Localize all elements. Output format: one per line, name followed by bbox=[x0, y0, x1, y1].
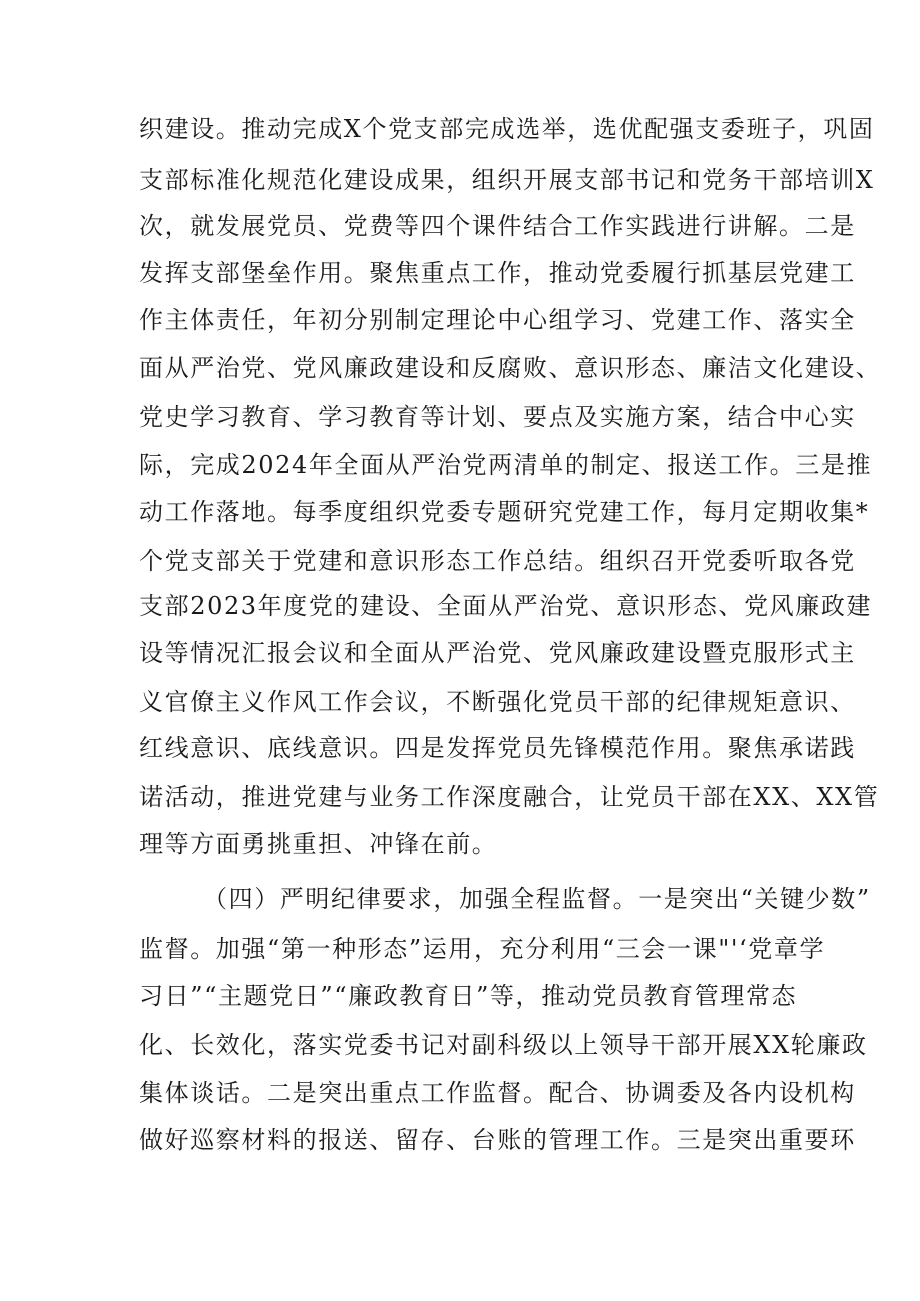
text-line: 面从严治党、党风廉政建设和反腐败、意识形态、廉洁文化建设、 bbox=[139, 354, 882, 382]
text-line: 支部标准化规范化建设成果，组织开展支部书记和党务干部培训X bbox=[139, 166, 875, 194]
text-line: 红线意识、底线意识。四是发挥党员先锋模范作用。聚焦承诺践 bbox=[139, 734, 856, 762]
text-line: 党史学习教育、学习教育等计划、要点及实施方案，结合中心实 bbox=[139, 403, 856, 431]
text-line: 际，完成2024年全面从严治党两清单的制定、报送工作。三是推 bbox=[139, 451, 873, 479]
text-line: 动工作落地。每季度组织党委专题研究党建工作，每月定期收集* bbox=[139, 498, 870, 526]
text-line: 做好巡察材料的报送、留存、台账的管理工作。三是突出重要环 bbox=[139, 1126, 856, 1154]
section-heading-line: （四）严明纪律要求，加强全程监督。一是突出“关键少数” bbox=[203, 885, 871, 913]
text-line: 习日”“主题党日”“廉政教育日”等，推动党员教育管理常态 bbox=[139, 982, 798, 1010]
text-line: 设等情况汇报会议和全面从严治党、党风廉政建设暨克服形式主 bbox=[139, 639, 856, 667]
text-line: 次，就发展党员、党费等四个课件结合工作实践进行讲解。二是 bbox=[139, 212, 856, 240]
text-line: 支部2023年度党的建设、全面从严治党、意识形态、党风廉政建 bbox=[139, 592, 873, 620]
text-line: 诺活动，推进党建与业务工作深度融合，让党员干部在XX、XX管 bbox=[139, 783, 880, 811]
text-line: 监督。加强“第一种形态”运用，充分利用“三会一课"'‘党章学 bbox=[139, 935, 826, 963]
text-line: 集体谈话。二是突出重点工作监督。配合、协调委及各内设机构 bbox=[139, 1079, 856, 1107]
text-line: 作主体责任，年初分别制定理论中心组学习、党建工作、落实全 bbox=[139, 306, 856, 334]
text-line: 化、长效化，落实党委书记对副科级以上领导干部开展XX轮廉政 bbox=[139, 1031, 868, 1059]
text-line: 个党支部关于党建和意识形态工作总结。组织召开党委听取各党 bbox=[139, 547, 856, 575]
text-line: 织建设。推动完成X个党支部完成选举，选优配强支委班子，巩固 bbox=[139, 115, 875, 143]
text-line: 发挥支部堡垒作用。聚焦重点工作，推动党委履行抓基层党建工 bbox=[139, 259, 856, 287]
text-line: 理等方面勇挑重担、冲锋在前。 bbox=[139, 830, 498, 858]
text-line: 义官僚主义作风工作会议，不断强化党员干部的纪律规矩意识、 bbox=[139, 688, 856, 716]
